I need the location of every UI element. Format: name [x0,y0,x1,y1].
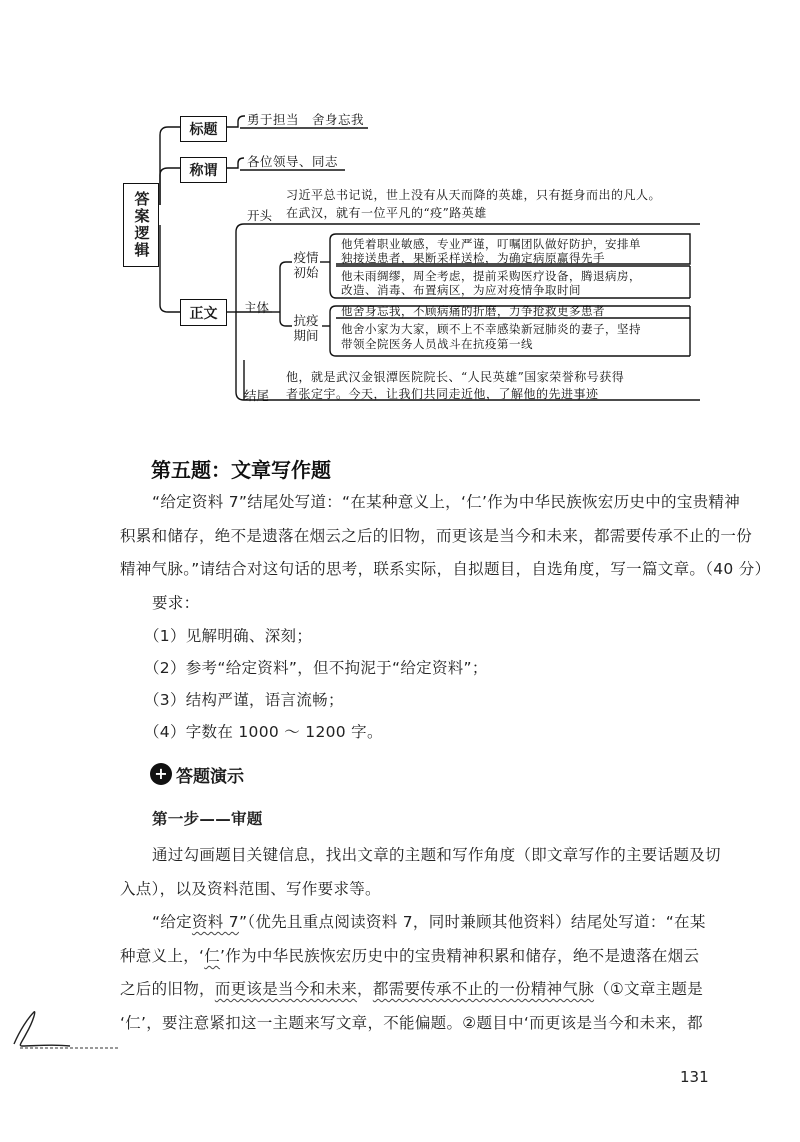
diagram-early-item2-line2: 改造、消毒、布置病区，为应对疫情争取时间 [341,283,581,297]
diagram-early-item1-line2: 独接送患者，果断采样送检，为确定病原赢得先手 [341,251,605,265]
diagram-greeting-node [180,157,227,183]
diagram-fight-item2-line1: 他舍小家为大家，顾不上不幸感染新冠肺炎的妻子，坚持 [341,322,641,336]
demo-para2-line2: 种意义上，‘仁’作为中华民族恢宏历史中的宝贵精神积累和储存，绝不是遗落在烟云 [120,947,700,965]
diagram-opening-label: 开头 [247,208,273,223]
diagram-title-label: 标题 [189,122,218,138]
diagram-fight-item1: 他舍身忘我，不顾病痛的折磨，力争抢救更多患者 [341,304,605,318]
diagram-ending-line2: 者张定宇。今天，让我们共同走近他，了解他的先进事迹 [286,387,599,401]
diagram-root-label: 答案逻辑 [132,191,151,259]
diagram-ending-line1: 他，就是武汉金银潭医院院长、“人民英雄”国家荣誉称号获得 [286,370,625,384]
diagram-title-text: 勇于担当 舍身忘我 [247,112,365,127]
diagram-early-item1-line1: 他凭着职业敏感，专业严谨，叮嘱团队做好防护，安排单 [341,237,641,251]
requirement-item: （2）参考“给定资料”，但不拘泥于“给定资料”； [144,659,488,677]
demo-para2-line4: ‘仁’，要注意紧扣这一主题来写文章，不能偏题。②题目中‘而更该是当今和未来，都 [120,1014,703,1032]
demo-heading: 答题演示 [176,767,244,787]
diagram-early-label: 疫情初始 [293,250,319,280]
question-line-1: “给定资料 7”结尾处写道：“在某种意义上，‘仁’作为中华民族恢宏历史中的宝贵精神 [152,493,741,511]
diagram-ending-label: 结尾 [244,388,270,403]
question-line-2: 积累和储存，绝不是遗落在烟云之后的旧物，而更该是当今和未来，都需要传承不止的一份 [120,527,753,545]
diagram-title-node [180,116,227,142]
diagram-greeting-text: 各位领导、同志 [247,154,339,169]
demo-para2-line1: “给定资料 7”（优先且重点阅读资料 7，同时兼顾其他资料）结尾处写道：“在某 [152,913,706,931]
diagram-body-label: 正文 [189,305,218,322]
demo-para1-line2: 入点），以及资料范围、写作要求等。 [120,880,381,898]
demo-para2-line3: 之后的旧物，而更该是当今和未来，都需要传承不止的一份精神气脉（①文章主题是 [120,980,704,998]
requirements-heading: 要求： [152,594,200,612]
requirement-item: （1）见解明确、深刻； [144,627,313,645]
plus-circle-icon: + [150,763,172,785]
diagram-main-label: 主体 [244,300,270,315]
diagram-greeting-label: 称谓 [189,163,218,179]
demo-step: 第一步——审题 [152,810,263,828]
page-number: 131 [680,1068,709,1086]
question-line-3: 精神气脉。”请结合对这句话的思考，联系实际，自拟题目，自选角度，写一篇文章。（40 分） [120,560,771,578]
diagram-body-node [180,299,227,326]
diagram-opening-line1: 习近平总书记说，世上没有从天而降的英雄，只有挺身而出的凡人。 [286,188,662,202]
diagram-fight-label: 抗疫期间 [293,313,319,343]
requirement-item: （3）结构严谨，语言流畅； [144,691,344,709]
diagram-fight-item2-line2: 带领全院医务人员战斗在抗疫第一线 [341,337,533,351]
pen-mark-icon [0,1000,130,1060]
demo-para1-line1: 通过勾画题目关键信息，找出文章的主题和写作角度（即文章写作的主要话题及切 [152,846,721,864]
diagram-early-item2-line1: 他未雨绸缪，周全考虑，提前采购医疗设备，腾退病房， [341,269,641,283]
section-title: 第五题：文章写作题 [151,458,331,482]
requirement-item: （4）字数在 1000 ～ 1200 字。 [144,723,383,741]
diagram-opening-line2: 在武汉，就有一位平凡的“疫”路英雄 [286,206,487,220]
diagram-root-box [123,183,159,267]
